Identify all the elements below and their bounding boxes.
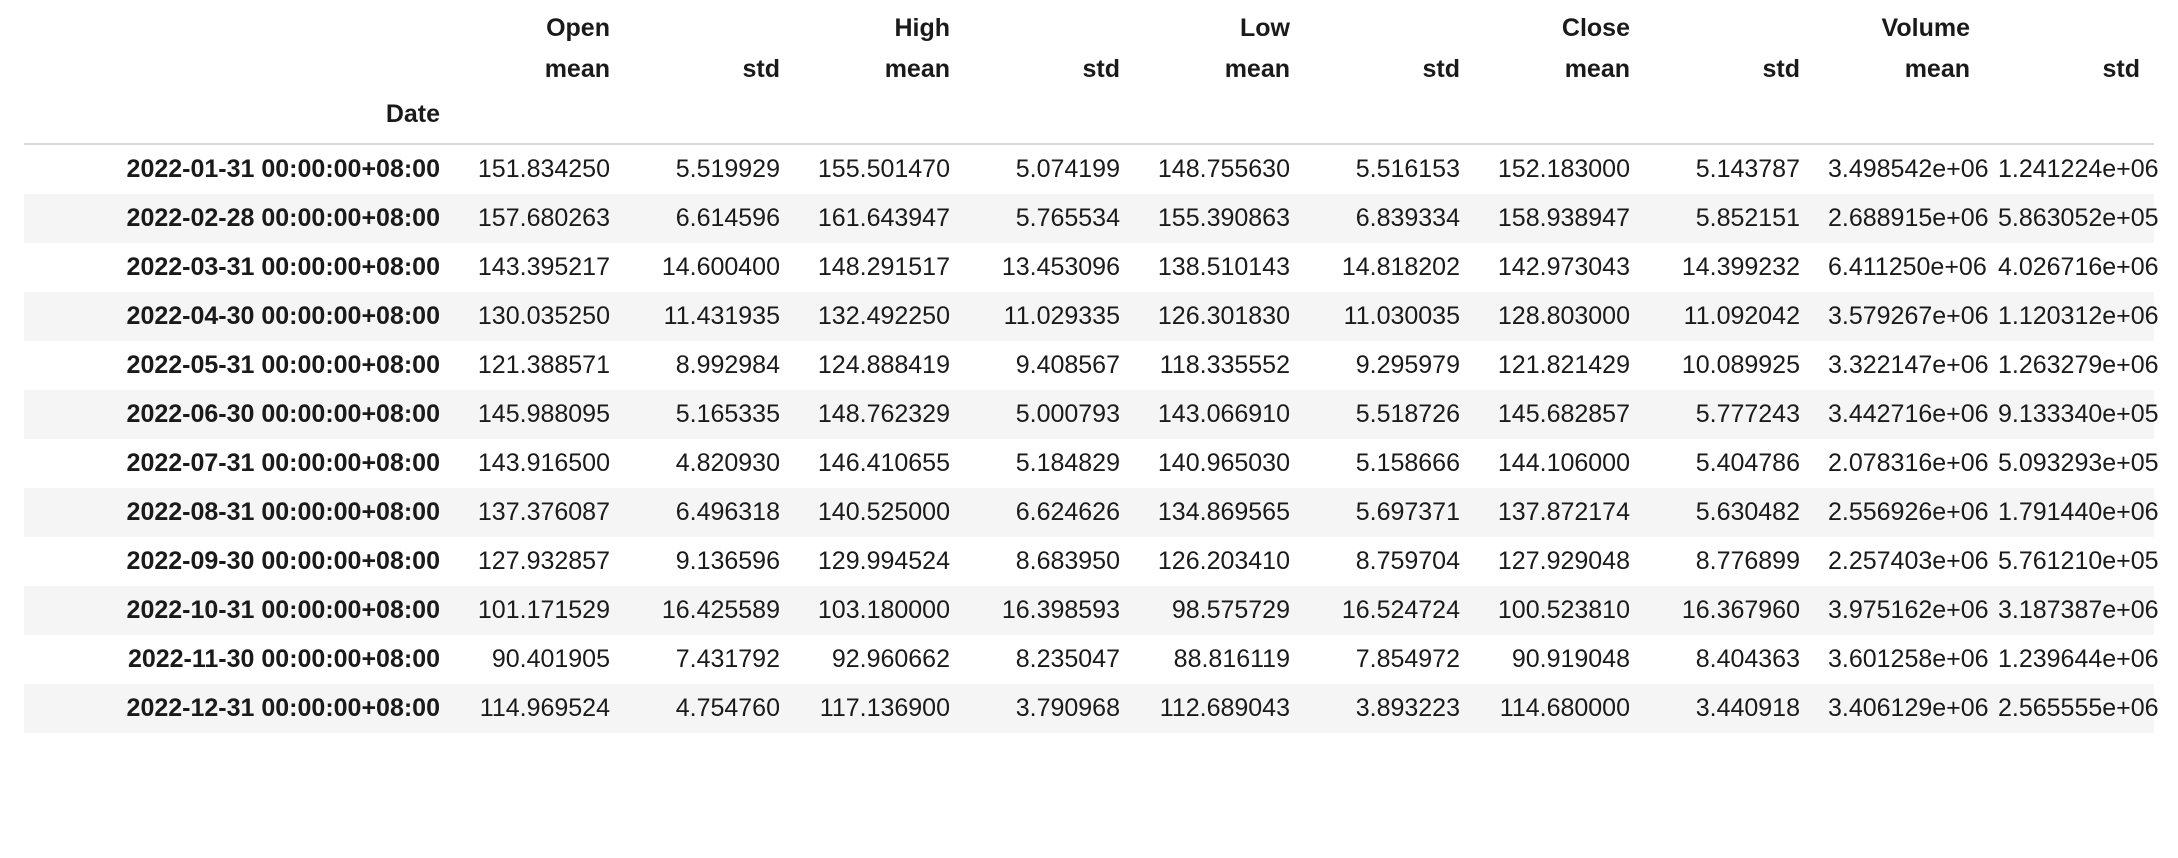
table-row: [24, 537, 2154, 586]
cell-close-mean: 145.682857: [1497, 400, 1630, 428]
stat-label-open-std: std: [742, 55, 780, 83]
cell-high-mean: 148.291517: [817, 253, 950, 281]
cell-high-std: 3.790968: [1015, 694, 1120, 722]
cell-volume-std: 1.241224e+06: [1998, 155, 2159, 183]
cell-low-std: 5.518726: [1355, 400, 1460, 428]
cell-open-mean: 143.395217: [477, 253, 610, 281]
cell-open-mean: 151.834250: [477, 155, 610, 183]
cell-high-std: 5.184829: [1015, 449, 1120, 477]
index-row-spacer-6: [1304, 94, 1474, 144]
cell-open-mean: 114.969524: [479, 694, 610, 722]
table-row: [24, 439, 2154, 488]
cell-close-std: 11.092042: [1683, 302, 1800, 330]
column-group-open: Open: [546, 14, 610, 42]
cell-volume-mean: 2.257403e+06: [1828, 547, 1989, 575]
stat-label-high-std: std: [1082, 55, 1120, 83]
row-label: 2022-01-31 00:00:00+08:00: [126, 155, 440, 183]
column-group-volume-spacer: [1984, 0, 2154, 49]
cell-open-std: 7.431792: [675, 645, 780, 673]
cell-open-mean: 90.401905: [491, 645, 610, 673]
cell-volume-mean: 6.411250e+06: [1828, 253, 1987, 281]
cell-volume-mean: 3.601258e+06: [1828, 645, 1989, 673]
cell-volume-mean: 2.556926e+06: [1828, 498, 1989, 526]
cell-open-mean: 121.388571: [477, 351, 610, 379]
cell-open-std: 4.754760: [675, 694, 780, 722]
cell-close-std: 5.143787: [1695, 155, 1800, 183]
stat-label-low-mean: mean: [1224, 55, 1290, 83]
stat-label-volume-mean: mean: [1904, 55, 1970, 83]
cell-close-std: 3.440918: [1695, 694, 1800, 722]
cell-volume-std: 5.093293e+05: [1998, 449, 2159, 477]
table-row: [24, 488, 2154, 537]
index-row-spacer-10: [1984, 94, 2154, 144]
row-label: 2022-10-31 00:00:00+08:00: [126, 596, 440, 624]
cell-close-std: 8.776899: [1695, 547, 1800, 575]
cell-open-std: 5.519929: [675, 155, 780, 183]
cell-volume-std: 9.133340e+05: [1998, 400, 2159, 428]
cell-high-std: 5.000793: [1015, 400, 1120, 428]
cell-high-std: 6.624626: [1015, 498, 1120, 526]
cell-low-mean: 148.755630: [1157, 155, 1290, 183]
cell-volume-std: 2.565555e+06: [1998, 694, 2159, 722]
cell-close-mean: 128.803000: [1497, 302, 1630, 330]
cell-low-mean: 118.335552: [1159, 351, 1290, 379]
cell-low-mean: 88.816119: [1173, 645, 1290, 673]
index-row-spacer-2: [624, 94, 794, 144]
cell-high-mean: 146.410655: [817, 449, 950, 477]
column-group-high: High: [894, 14, 950, 42]
cell-close-mean: 100.523810: [1497, 596, 1630, 624]
cell-high-mean: 132.492250: [817, 302, 950, 330]
cell-close-mean: 114.680000: [1499, 694, 1630, 722]
cell-volume-mean: 3.579267e+06: [1828, 302, 1989, 330]
cell-low-std: 5.158666: [1355, 449, 1460, 477]
cell-volume-mean: 3.442716e+06: [1828, 400, 1989, 428]
column-group-high-spacer: [964, 0, 1134, 49]
cell-close-mean: 152.183000: [1497, 155, 1630, 183]
cell-volume-std: 1.791440e+06: [1998, 498, 2159, 526]
table-row: [24, 292, 2154, 341]
cell-high-std: 8.683950: [1015, 547, 1120, 575]
index-row-spacer-4: [964, 94, 1134, 144]
row-label: 2022-07-31 00:00:00+08:00: [126, 449, 440, 477]
cell-close-mean: 90.919048: [1511, 645, 1630, 673]
cell-high-std: 5.074199: [1015, 155, 1120, 183]
cell-high-mean: 92.960662: [831, 645, 950, 673]
cell-close-std: 5.630482: [1695, 498, 1800, 526]
cell-low-std: 3.893223: [1355, 694, 1460, 722]
cell-close-mean: 142.973043: [1497, 253, 1630, 281]
table-row: [24, 194, 2154, 243]
cell-low-std: 6.839334: [1355, 204, 1460, 232]
table-row: [24, 144, 2154, 194]
cell-volume-mean: 3.406129e+06: [1828, 694, 1989, 722]
cell-close-mean: 158.938947: [1497, 204, 1630, 232]
stat-label-high-mean: mean: [884, 55, 950, 83]
corner-cell-2: [24, 49, 454, 94]
cell-low-mean: 138.510143: [1157, 253, 1290, 281]
cell-close-mean: 127.929048: [1497, 547, 1630, 575]
cell-close-std: 5.404786: [1695, 449, 1800, 477]
cell-volume-std: 3.187387e+06: [1998, 596, 2159, 624]
cell-close-mean: 137.872174: [1497, 498, 1630, 526]
cell-high-std: 5.765534: [1015, 204, 1120, 232]
cell-low-mean: 143.066910: [1157, 400, 1290, 428]
column-group-open-spacer: [624, 0, 794, 49]
table-row: [24, 586, 2154, 635]
table-row: [24, 635, 2154, 684]
cell-low-mean: 155.390863: [1157, 204, 1290, 232]
index-row-spacer-3: [794, 94, 964, 144]
cell-volume-std: 1.263279e+06: [1998, 351, 2159, 379]
cell-volume-mean: 2.688915e+06: [1828, 204, 1989, 232]
cell-volume-std: 1.239644e+06: [1998, 645, 2159, 673]
cell-open-std: 14.600400: [661, 253, 780, 281]
row-label: 2022-12-31 00:00:00+08:00: [126, 694, 440, 722]
column-group-volume: Volume: [1881, 14, 1970, 42]
cell-low-std: 5.697371: [1355, 498, 1460, 526]
cell-volume-std: 5.863052e+05: [1998, 204, 2159, 232]
cell-high-mean: 161.643947: [817, 204, 950, 232]
cell-high-mean: 148.762329: [817, 400, 950, 428]
cell-low-std: 5.516153: [1355, 155, 1460, 183]
cell-high-std: 16.398593: [1001, 596, 1120, 624]
cell-close-mean: 121.821429: [1497, 351, 1630, 379]
cell-close-std: 14.399232: [1681, 253, 1800, 281]
cell-open-mean: 143.916500: [477, 449, 610, 477]
row-label: 2022-02-28 00:00:00+08:00: [126, 204, 440, 232]
row-label: 2022-11-30 00:00:00+08:00: [127, 645, 440, 673]
cell-open-std: 16.425589: [661, 596, 780, 624]
stat-label-volume-std: std: [2102, 55, 2140, 83]
cell-high-std: 13.453096: [1001, 253, 1120, 281]
cell-high-std: 9.408567: [1015, 351, 1120, 379]
cell-high-mean: 155.501470: [817, 155, 950, 183]
row-label: 2022-04-30 00:00:00+08:00: [126, 302, 440, 330]
column-group-low: Low: [1240, 14, 1290, 42]
cell-low-std: 16.524724: [1341, 596, 1460, 624]
cell-close-std: 5.777243: [1695, 400, 1800, 428]
cell-low-std: 14.818202: [1341, 253, 1460, 281]
cell-high-mean: 103.180000: [817, 596, 950, 624]
cell-open-std: 6.496318: [675, 498, 780, 526]
cell-low-mean: 126.301830: [1157, 302, 1290, 330]
cell-volume-mean: 3.975162e+06: [1828, 596, 1989, 624]
cell-close-std: 16.367960: [1681, 596, 1800, 624]
cell-open-std: 5.165335: [675, 400, 780, 428]
cell-open-mean: 130.035250: [477, 302, 610, 330]
table-row: [24, 243, 2154, 292]
cell-volume-std: 5.761210e+05: [1998, 547, 2159, 575]
cell-volume-mean: 3.322147e+06: [1828, 351, 1989, 379]
cell-open-std: 4.820930: [675, 449, 780, 477]
index-name-row: [24, 94, 2154, 144]
cell-high-std: 8.235047: [1015, 645, 1120, 673]
table-row: [24, 341, 2154, 390]
cell-low-mean: 112.689043: [1159, 694, 1290, 722]
column-group-close-spacer: [1644, 0, 1814, 49]
stat-label-low-std: std: [1422, 55, 1460, 83]
cell-low-mean: 126.203410: [1157, 547, 1290, 575]
cell-volume-mean: 2.078316e+06: [1828, 449, 1989, 477]
cell-close-std: 10.089925: [1681, 351, 1800, 379]
row-label: 2022-08-31 00:00:00+08:00: [126, 498, 440, 526]
cell-volume-std: 1.120312e+06: [1998, 302, 2159, 330]
cell-low-mean: 98.575729: [1171, 596, 1290, 624]
cell-low-std: 9.295979: [1355, 351, 1460, 379]
row-label: 2022-05-31 00:00:00+08:00: [126, 351, 440, 379]
cell-close-mean: 144.106000: [1497, 449, 1630, 477]
index-name-date: Date: [24, 94, 454, 144]
cell-open-mean: 101.171529: [477, 596, 610, 624]
cell-volume-std: 4.026716e+06: [1998, 253, 2159, 281]
index-row-spacer-1: [454, 94, 624, 144]
column-group-low-spacer: [1304, 0, 1474, 49]
cell-open-mean: 127.932857: [477, 547, 610, 575]
index-row-spacer-8: [1644, 94, 1814, 144]
stat-label-close-mean: mean: [1564, 55, 1630, 83]
cell-open-mean: 157.680263: [477, 204, 610, 232]
index-row-spacer-7: [1474, 94, 1644, 144]
cell-low-mean: 134.869565: [1157, 498, 1290, 526]
cell-open-std: 9.136596: [675, 547, 780, 575]
stat-label-close-std: std: [1762, 55, 1800, 83]
cell-high-mean: 140.525000: [817, 498, 950, 526]
table-row: [24, 390, 2154, 439]
cell-low-std: 7.854972: [1355, 645, 1460, 673]
column-group-close: Close: [1561, 14, 1630, 42]
row-label: 2022-09-30 00:00:00+08:00: [126, 547, 440, 575]
cell-low-std: 8.759704: [1355, 547, 1460, 575]
cell-high-mean: 117.136900: [819, 694, 950, 722]
index-row-spacer-5: [1134, 94, 1304, 144]
cell-open-mean: 137.376087: [477, 498, 610, 526]
column-group-row: [24, 0, 2154, 49]
corner-cell: [24, 0, 454, 49]
table-header: [24, 0, 2154, 144]
cell-volume-mean: 3.498542e+06: [1828, 155, 1989, 183]
cell-open-mean: 145.988095: [477, 400, 610, 428]
cell-open-std: 6.614596: [675, 204, 780, 232]
cell-open-std: 8.992984: [675, 351, 780, 379]
dataframe-table: [24, 0, 2159, 733]
table-row: [24, 684, 2154, 733]
table-body: [24, 144, 2159, 733]
stat-label-open-mean: mean: [544, 55, 610, 83]
cell-high-mean: 124.888419: [817, 351, 950, 379]
row-label: 2022-06-30 00:00:00+08:00: [126, 400, 440, 428]
cell-high-mean: 129.994524: [817, 547, 950, 575]
cell-low-std: 11.030035: [1343, 302, 1460, 330]
cell-close-std: 5.852151: [1695, 204, 1800, 232]
cell-close-std: 8.404363: [1695, 645, 1800, 673]
cell-high-std: 11.029335: [1003, 302, 1120, 330]
index-row-spacer-9: [1814, 94, 1984, 144]
row-label: 2022-03-31 00:00:00+08:00: [126, 253, 440, 281]
stat-label-row: [24, 49, 2154, 94]
cell-low-mean: 140.965030: [1157, 449, 1290, 477]
cell-open-std: 11.431935: [663, 302, 780, 330]
